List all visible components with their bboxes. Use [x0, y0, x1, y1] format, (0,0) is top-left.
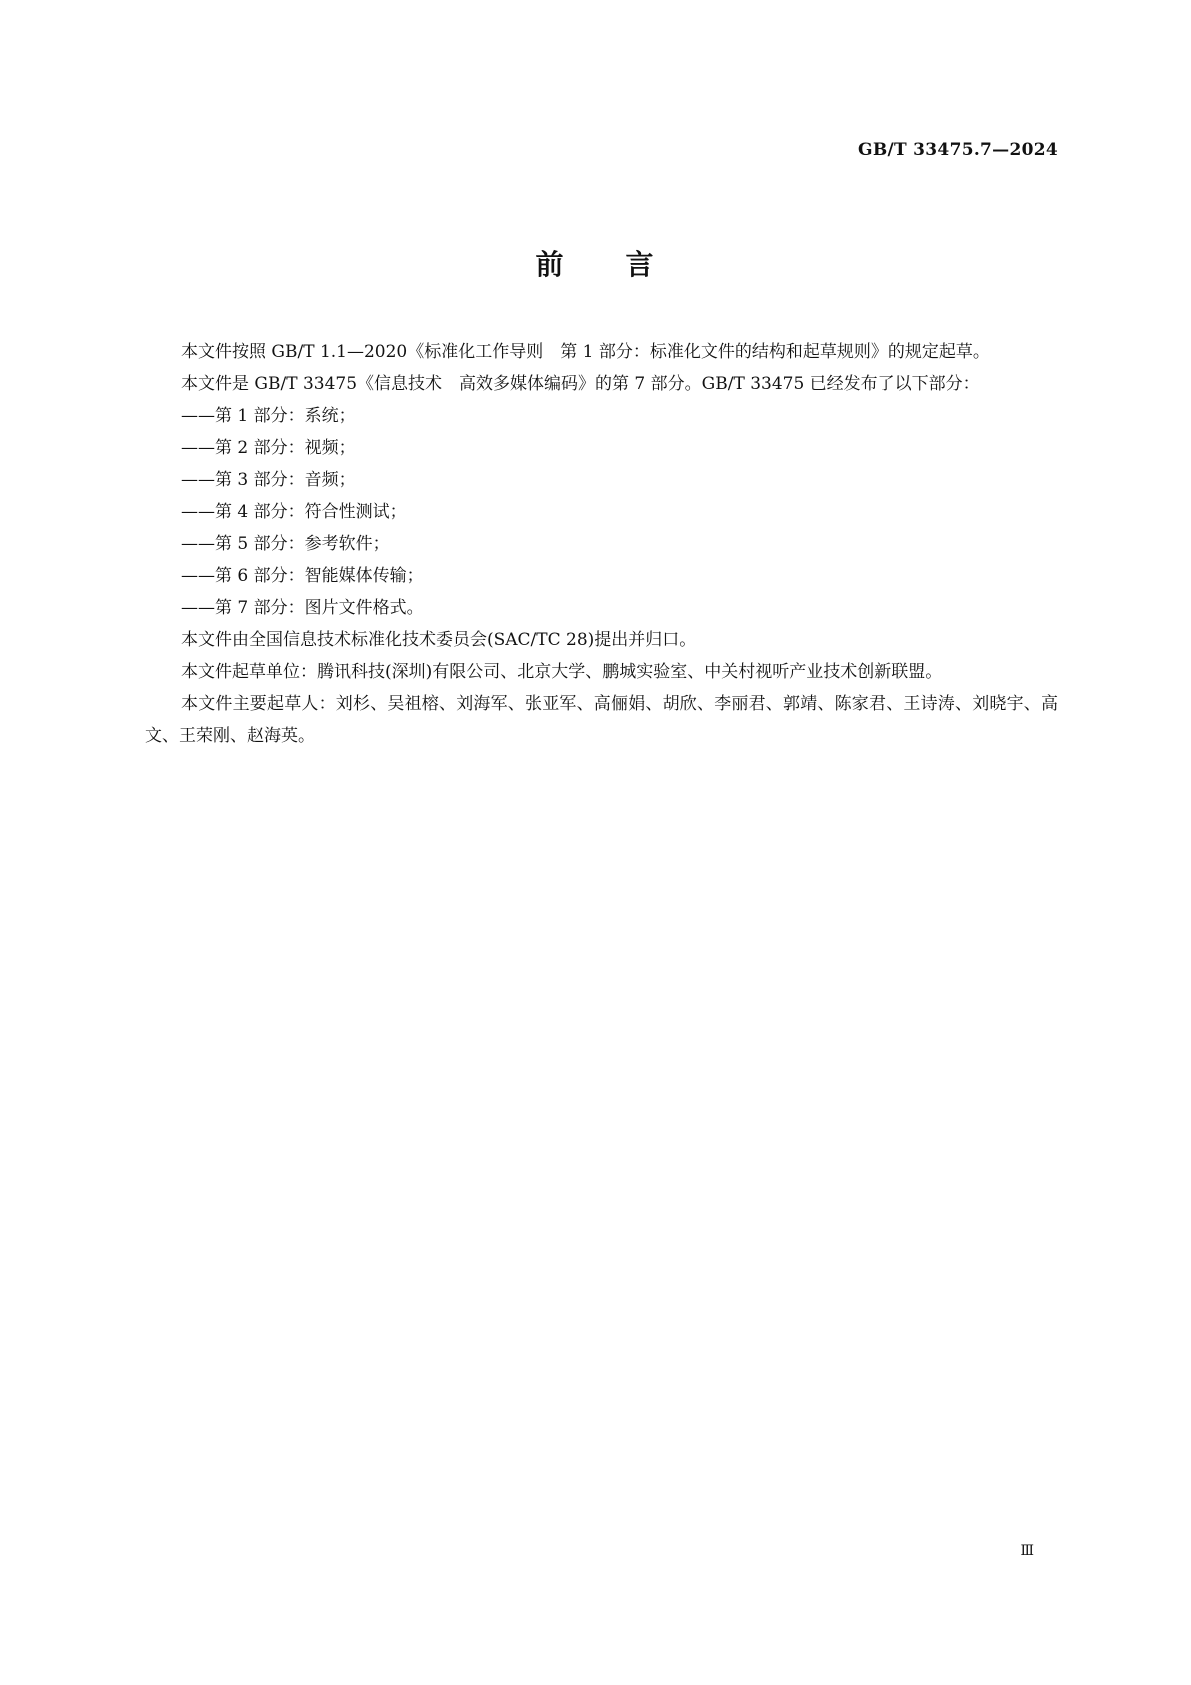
list-item: ——第 5 部分：参考软件； [181, 534, 390, 554]
title-char-1: 前 [535, 248, 566, 281]
list-item: ——第 6 部分：智能媒体传输； [181, 566, 424, 586]
standard-number: GB/T 33475.7—2024 [858, 140, 1058, 160]
list-item: ——第 7 部分：图片文件格式。 [181, 598, 424, 618]
list-item: ——第 1 部分：系统； [181, 406, 356, 426]
page-title [0, 243, 1191, 283]
paragraph-drafting-rules: 本文件按照 GB/T 1.1—2020《标准化工作导则 第 1 部分：标准化文件的结构和起草规则》的规定起草。 [181, 342, 990, 362]
paragraph-drafting-units: 本文件起草单位：腾讯科技(深圳)有限公司、北京大学、鹏城实验室、中关村视听产业技术创新联盟。 [181, 662, 943, 682]
paragraph-proposer: 本文件由全国信息技术标准化技术委员会(SAC/TC 28)提出并归口。 [181, 630, 697, 650]
paragraph-series-intro: 本文件是 GB/T 33475《信息技术 高效多媒体编码》的第 7 部分。GB/T 33475 已经发布了以下部分： [181, 374, 980, 394]
foreword-body [145, 336, 1058, 752]
paragraph-drafters: 本文件主要起草人：刘杉、吴祖榕、刘海军、张亚军、高俪娟、胡欣、李丽君、郭靖、陈家君、王诗涛、刘晓宇、高文、王荣刚、赵海英。 [145, 694, 1058, 746]
list-item: ——第 4 部分：符合性测试； [181, 502, 407, 522]
list-item: ——第 3 部分：音频； [181, 470, 356, 490]
list-item: ——第 2 部分：视频； [181, 438, 356, 458]
title-char-2: 言 [625, 248, 656, 281]
page-number: Ⅲ [1020, 1543, 1034, 1559]
